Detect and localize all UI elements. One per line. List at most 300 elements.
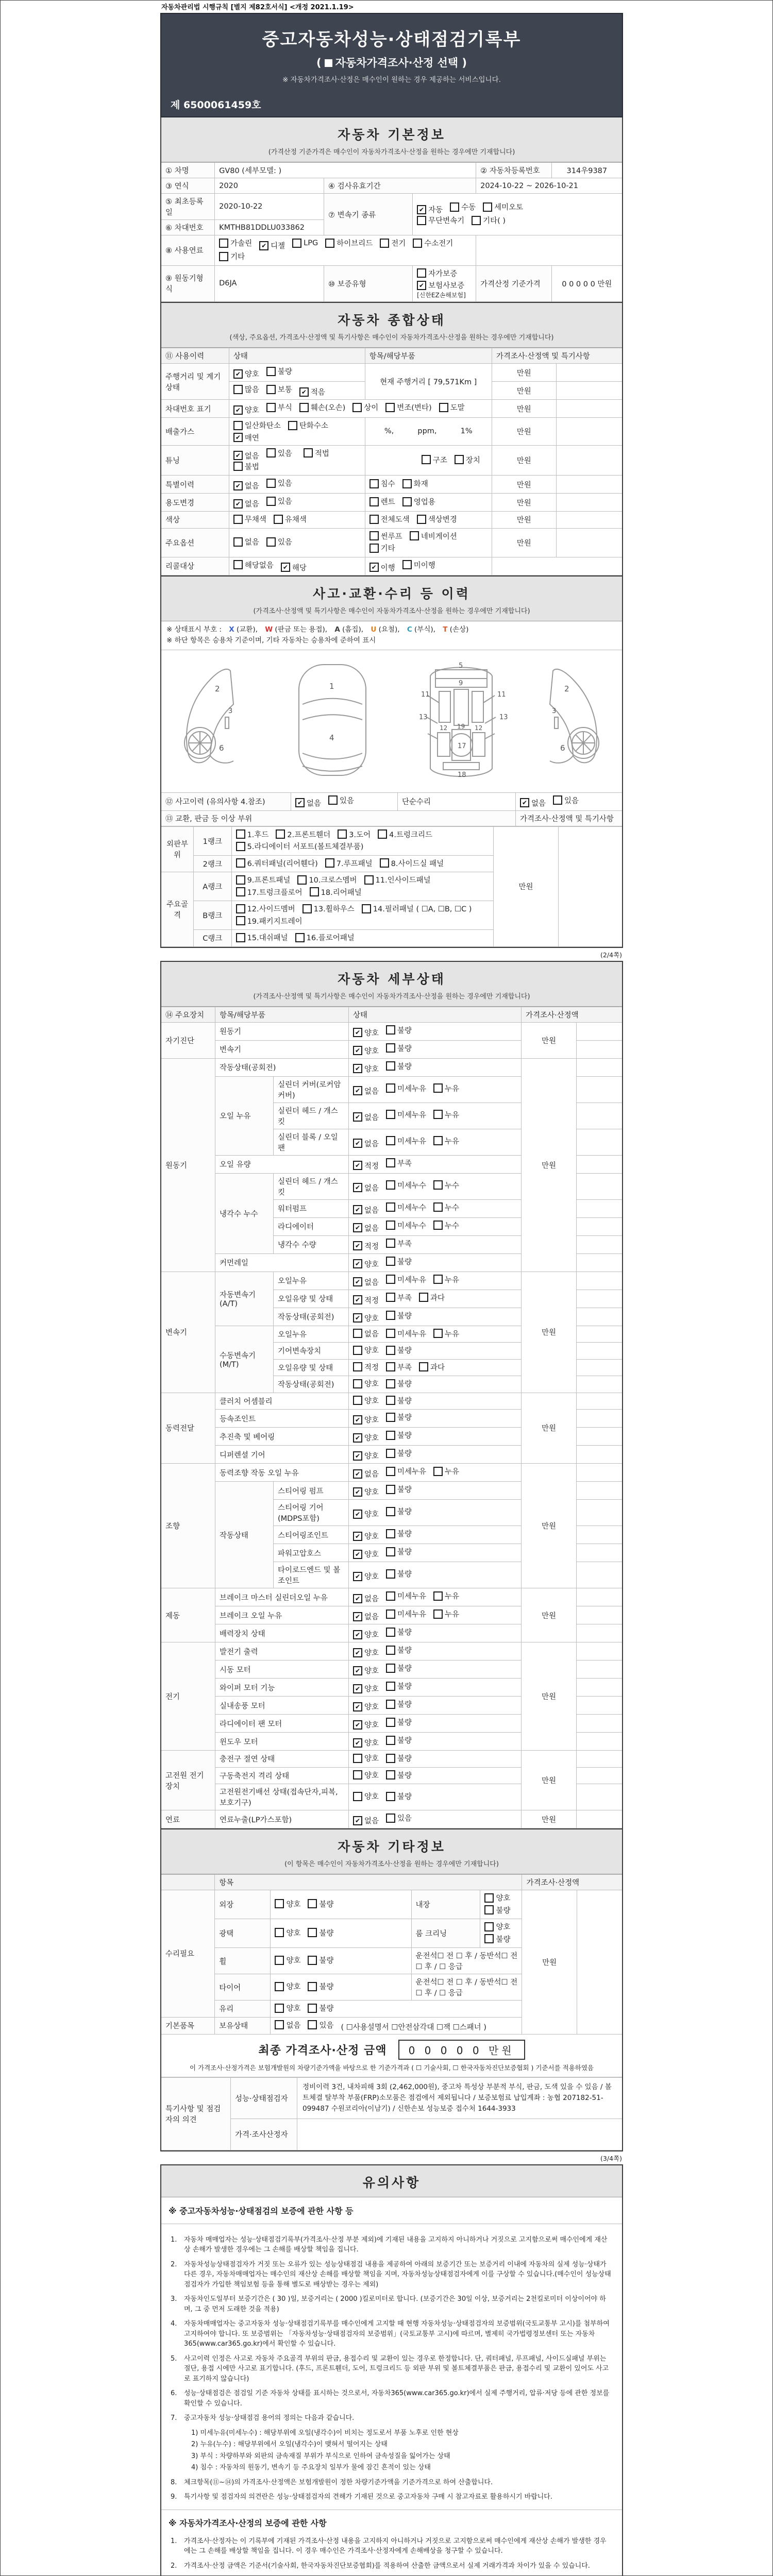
checkbox-option[interactable]	[386, 1448, 412, 1459]
checked-box-icon[interactable]: ✔	[233, 481, 243, 490]
checkbox-option[interactable]	[386, 1484, 412, 1495]
checkbox-option[interactable]	[266, 402, 292, 413]
unchecked-box-icon[interactable]	[308, 2020, 317, 2029]
checked-box-icon[interactable]: ✔	[417, 281, 426, 290]
checkbox-option[interactable]	[353, 1086, 379, 1096]
checkbox-option[interactable]	[386, 1274, 426, 1285]
unchecked-box-icon[interactable]	[385, 403, 395, 412]
checked-box-icon[interactable]: ✔	[281, 563, 290, 572]
checkbox-option[interactable]	[386, 1626, 412, 1637]
unchecked-box-icon[interactable]	[353, 1396, 362, 1405]
unchecked-box-icon[interactable]	[266, 385, 276, 394]
checkbox-option[interactable]	[386, 1238, 412, 1249]
unchecked-box-icon[interactable]	[433, 1136, 443, 1145]
unchecked-box-icon[interactable]	[455, 455, 464, 464]
checkbox-option[interactable]	[386, 1158, 412, 1168]
checkbox-option[interactable]	[236, 858, 318, 869]
checkbox-option[interactable]	[353, 1241, 379, 1251]
unchecked-box-icon[interactable]	[386, 1646, 395, 1655]
unchecked-box-icon[interactable]	[236, 858, 245, 868]
checkbox-option[interactable]	[402, 496, 435, 507]
checkbox-option[interactable]	[353, 1045, 379, 1056]
checked-box-icon[interactable]: ✔	[259, 241, 268, 250]
unchecked-box-icon[interactable]	[433, 1275, 443, 1284]
checkbox-option[interactable]	[353, 1647, 379, 1658]
unchecked-box-icon[interactable]	[308, 1982, 317, 1991]
unchecked-box-icon[interactable]	[386, 1591, 395, 1601]
unchecked-box-icon[interactable]	[353, 1346, 362, 1355]
unchecked-box-icon[interactable]	[369, 479, 379, 488]
checked-box-icon[interactable]: ✔	[353, 1666, 362, 1675]
unchecked-box-icon[interactable]	[386, 1664, 395, 1673]
checkbox-option[interactable]	[236, 841, 364, 852]
unchecked-box-icon[interactable]	[433, 1083, 443, 1093]
checkbox-option[interactable]	[353, 1362, 379, 1372]
checkbox-option[interactable]	[369, 496, 395, 507]
checked-box-icon[interactable]: ✔	[353, 1161, 362, 1170]
checkbox-option[interactable]	[386, 1568, 412, 1579]
checkbox-option[interactable]	[303, 903, 355, 914]
checkbox-option[interactable]	[292, 239, 318, 248]
checked-box-icon[interactable]: ✔	[353, 1469, 362, 1479]
unchecked-box-icon[interactable]	[369, 515, 379, 524]
checkbox-option[interactable]	[455, 454, 480, 465]
unchecked-box-icon[interactable]	[236, 829, 245, 839]
unchecked-box-icon[interactable]	[386, 1061, 395, 1071]
unchecked-box-icon[interactable]	[386, 1346, 395, 1355]
checkbox-option[interactable]	[236, 874, 291, 885]
unchecked-box-icon[interactable]	[275, 2020, 284, 2029]
unchecked-box-icon[interactable]	[433, 1180, 443, 1190]
unchecked-box-icon[interactable]	[369, 497, 379, 506]
checkbox-option[interactable]	[433, 1180, 459, 1191]
unchecked-box-icon[interactable]	[308, 2004, 317, 2013]
unchecked-box-icon[interactable]	[233, 462, 243, 471]
unchecked-box-icon[interactable]	[233, 537, 243, 547]
checkbox-option[interactable]	[266, 384, 292, 395]
unchecked-box-icon[interactable]	[380, 239, 389, 248]
unchecked-box-icon[interactable]	[299, 403, 309, 412]
unchecked-box-icon[interactable]	[386, 1202, 395, 1212]
checkbox-option[interactable]	[386, 1590, 426, 1601]
checkbox-option[interactable]	[266, 366, 292, 377]
unchecked-box-icon[interactable]	[378, 829, 387, 839]
checkbox-option[interactable]	[353, 1027, 379, 1038]
checkbox-option[interactable]	[417, 268, 457, 279]
checkbox-option[interactable]	[386, 1256, 412, 1267]
unchecked-box-icon[interactable]	[233, 421, 243, 430]
checked-box-icon[interactable]: ✔	[353, 1510, 362, 1519]
checkbox-option[interactable]	[233, 560, 274, 570]
checkbox-option[interactable]	[353, 1378, 379, 1389]
unchecked-box-icon[interactable]	[275, 1982, 284, 1991]
checkbox-option[interactable]	[353, 1414, 379, 1425]
checkbox-option[interactable]	[419, 1362, 445, 1372]
checkbox-option[interactable]	[386, 1645, 412, 1655]
checked-box-icon[interactable]: ✔	[353, 1415, 362, 1425]
unchecked-box-icon[interactable]	[352, 403, 362, 412]
checkbox-option[interactable]	[236, 932, 288, 943]
checked-box-icon[interactable]: ✔	[353, 1223, 362, 1232]
checkbox-option[interactable]	[353, 1295, 379, 1306]
checkbox-option[interactable]	[219, 238, 252, 248]
checkbox-option[interactable]	[386, 1395, 412, 1406]
checkbox-option[interactable]	[353, 1665, 379, 1676]
unchecked-box-icon[interactable]	[386, 1814, 395, 1823]
unchecked-box-icon[interactable]	[402, 560, 412, 569]
unchecked-box-icon[interactable]	[266, 367, 276, 376]
unchecked-box-icon[interactable]	[364, 875, 374, 885]
checkbox-option[interactable]	[386, 1061, 412, 1072]
checkbox-option[interactable]	[386, 1202, 426, 1213]
checkbox-option[interactable]	[553, 795, 579, 806]
checkbox-option[interactable]	[353, 1571, 379, 1582]
checkbox-option[interactable]	[304, 448, 329, 459]
checkbox-option[interactable]	[483, 201, 523, 212]
checkbox-option[interactable]	[233, 461, 259, 472]
checkbox-option[interactable]	[276, 829, 330, 840]
unchecked-box-icon[interactable]	[353, 1362, 362, 1371]
checked-box-icon[interactable]: ✔	[233, 499, 243, 509]
checkbox-option[interactable]	[353, 1701, 379, 1712]
checkbox-option[interactable]	[308, 1899, 333, 1909]
checkbox-option[interactable]	[259, 240, 285, 251]
checkbox-option[interactable]	[386, 1412, 412, 1422]
checkbox-option[interactable]	[266, 448, 292, 459]
unchecked-box-icon[interactable]	[386, 1362, 395, 1371]
checkbox-option[interactable]	[402, 478, 428, 489]
unchecked-box-icon[interactable]	[288, 421, 297, 430]
checked-box-icon[interactable]: ✔	[295, 798, 305, 807]
checkbox-option[interactable]	[386, 1753, 412, 1764]
checkbox-option[interactable]	[275, 1955, 300, 1965]
checkbox-option[interactable]	[386, 1292, 412, 1303]
checkbox-option[interactable]	[386, 1770, 412, 1781]
checkbox-option[interactable]	[417, 215, 464, 226]
checkbox-option[interactable]	[386, 1717, 412, 1727]
unchecked-box-icon[interactable]	[353, 1379, 362, 1388]
unchecked-box-icon[interactable]	[386, 1700, 395, 1709]
checked-box-icon[interactable]: ✔	[353, 1064, 362, 1073]
unchecked-box-icon[interactable]	[236, 842, 245, 851]
checkbox-option[interactable]	[386, 1328, 426, 1339]
checkbox-option[interactable]	[386, 1506, 412, 1517]
checkbox-option[interactable]	[353, 1112, 379, 1123]
unchecked-box-icon[interactable]	[386, 1736, 395, 1745]
checked-box-icon[interactable]: ✔	[233, 405, 243, 415]
checkbox-option[interactable]	[236, 916, 303, 926]
checkbox-option[interactable]	[219, 251, 245, 262]
checkbox-option[interactable]	[353, 1770, 379, 1781]
unchecked-box-icon[interactable]	[386, 1043, 395, 1053]
checkbox-option[interactable]	[353, 1259, 379, 1269]
checkbox-option[interactable]	[353, 1791, 379, 1802]
checkbox-option[interactable]	[433, 1328, 459, 1339]
checkbox-option[interactable]	[402, 560, 435, 570]
checkbox-option[interactable]	[410, 531, 457, 541]
checkbox-option[interactable]	[386, 1663, 412, 1673]
checked-box-icon[interactable]: ✔	[353, 1532, 362, 1541]
checked-box-icon[interactable]: ✔	[417, 205, 426, 214]
checkbox-option[interactable]	[433, 1136, 459, 1146]
checkbox-option[interactable]	[484, 1921, 510, 1932]
checkbox-option[interactable]	[353, 1205, 379, 1215]
unchecked-box-icon[interactable]	[353, 1754, 362, 1763]
checked-box-icon[interactable]: ✔	[369, 563, 379, 572]
unchecked-box-icon[interactable]	[433, 1202, 443, 1212]
unchecked-box-icon[interactable]	[386, 1431, 395, 1440]
checkbox-option[interactable]	[299, 402, 345, 413]
unchecked-box-icon[interactable]	[433, 1110, 443, 1119]
checkbox-option[interactable]	[338, 829, 371, 840]
checkbox-option[interactable]	[353, 1160, 379, 1171]
unchecked-box-icon[interactable]	[386, 1449, 395, 1458]
checkbox-option[interactable]	[353, 1432, 379, 1443]
checkbox-option[interactable]	[353, 1063, 379, 1074]
checkbox-option[interactable]	[369, 478, 395, 489]
unchecked-box-icon[interactable]	[553, 795, 562, 805]
unchecked-box-icon[interactable]	[402, 479, 412, 488]
checkbox-option[interactable]	[328, 795, 354, 806]
unchecked-box-icon[interactable]	[233, 515, 243, 524]
unchecked-box-icon[interactable]	[308, 1928, 317, 1937]
checked-box-icon[interactable]: ✔	[353, 1295, 362, 1304]
unchecked-box-icon[interactable]	[266, 403, 276, 412]
checkbox-option[interactable]	[386, 1220, 426, 1231]
unchecked-box-icon[interactable]	[219, 239, 228, 248]
checkbox-option[interactable]	[353, 1182, 379, 1193]
checkbox-option[interactable]	[275, 2003, 300, 2013]
unchecked-box-icon[interactable]	[433, 1467, 443, 1476]
checkbox-option[interactable]	[299, 386, 325, 397]
checkbox-option[interactable]	[353, 1138, 379, 1149]
unchecked-box-icon[interactable]	[422, 455, 431, 464]
unchecked-box-icon[interactable]	[386, 1025, 395, 1035]
checkbox-option[interactable]	[288, 420, 328, 431]
unchecked-box-icon[interactable]	[386, 1083, 395, 1093]
checkbox-option[interactable]	[297, 874, 357, 885]
checkbox-option[interactable]	[353, 1277, 379, 1287]
unchecked-box-icon[interactable]	[433, 1329, 443, 1338]
checkbox-option[interactable]	[362, 903, 472, 914]
unchecked-box-icon[interactable]	[419, 1293, 428, 1302]
unchecked-box-icon[interactable]	[236, 933, 245, 942]
checked-box-icon[interactable]: ✔	[353, 1550, 362, 1559]
checkbox-option[interactable]	[380, 238, 406, 248]
checkbox-option[interactable]	[281, 562, 307, 573]
unchecked-box-icon[interactable]	[380, 858, 389, 868]
checkbox-option[interactable]	[233, 514, 266, 524]
unchecked-box-icon[interactable]	[266, 448, 276, 457]
checkbox-option[interactable]	[386, 1528, 412, 1539]
checked-box-icon[interactable]: ✔	[353, 1738, 362, 1748]
unchecked-box-icon[interactable]	[386, 1396, 395, 1405]
checkbox-option[interactable]	[413, 238, 453, 248]
unchecked-box-icon[interactable]	[275, 1928, 284, 1937]
checkbox-option[interactable]	[266, 478, 292, 488]
checkbox-option[interactable]	[419, 1292, 445, 1303]
checkbox-option[interactable]	[422, 454, 447, 465]
checked-box-icon[interactable]: ✔	[233, 369, 243, 379]
checkbox-option[interactable]	[386, 1699, 412, 1709]
checkbox-option[interactable]	[310, 887, 362, 897]
checkbox-option[interactable]	[386, 1025, 412, 1036]
unchecked-box-icon[interactable]	[233, 560, 243, 569]
checkbox-option[interactable]	[233, 368, 259, 379]
unchecked-box-icon[interactable]	[386, 1718, 395, 1727]
unchecked-box-icon[interactable]	[386, 1609, 395, 1619]
checkbox-option[interactable]	[295, 798, 321, 808]
checkbox-option[interactable]	[308, 1955, 333, 1965]
checkbox-option[interactable]	[433, 1274, 459, 1285]
checkbox-option[interactable]	[386, 1608, 426, 1619]
checkbox-option[interactable]	[386, 1109, 426, 1120]
unchecked-box-icon[interactable]	[369, 544, 379, 553]
checkbox-option[interactable]	[386, 1310, 412, 1321]
unchecked-box-icon[interactable]	[362, 904, 371, 913]
unchecked-box-icon[interactable]	[275, 2004, 284, 2013]
checked-box-icon[interactable]: ✔	[353, 1086, 362, 1095]
unchecked-box-icon[interactable]	[236, 904, 245, 913]
unchecked-box-icon[interactable]	[303, 904, 312, 913]
unchecked-box-icon[interactable]	[484, 1905, 494, 1914]
checkbox-option[interactable]	[353, 1719, 379, 1730]
checkbox-option[interactable]	[369, 562, 395, 573]
unchecked-box-icon[interactable]	[450, 202, 459, 212]
unchecked-box-icon[interactable]	[472, 216, 481, 225]
checkbox-option[interactable]	[433, 1466, 459, 1477]
unchecked-box-icon[interactable]	[417, 515, 426, 524]
checkbox-option[interactable]	[353, 1328, 379, 1339]
checkbox-option[interactable]	[352, 402, 378, 413]
checkbox-option[interactable]	[233, 498, 259, 509]
checked-box-icon[interactable]: ✔	[233, 433, 243, 442]
checked-box-icon[interactable]: ✔	[299, 387, 309, 397]
unchecked-box-icon[interactable]	[386, 1754, 395, 1763]
unchecked-box-icon[interactable]	[386, 1682, 395, 1691]
unchecked-box-icon[interactable]	[483, 202, 492, 212]
unchecked-box-icon[interactable]	[325, 858, 334, 868]
checkbox-option[interactable]	[353, 1611, 379, 1622]
checkbox-option[interactable]	[417, 514, 457, 524]
unchecked-box-icon[interactable]	[236, 916, 245, 925]
checkbox-option[interactable]	[520, 798, 546, 808]
unchecked-box-icon[interactable]	[413, 239, 422, 248]
checkbox-option[interactable]	[353, 1753, 379, 1764]
checked-box-icon[interactable]: ✔	[353, 1028, 362, 1037]
checkbox-option[interactable]	[308, 2003, 333, 2013]
unchecked-box-icon[interactable]	[304, 448, 313, 457]
checkbox-option[interactable]	[236, 829, 269, 840]
unchecked-box-icon[interactable]	[386, 1413, 395, 1422]
checkbox-option[interactable]	[353, 1509, 379, 1519]
checkbox-option[interactable]	[484, 1934, 510, 1944]
checkbox-option[interactable]	[353, 1815, 379, 1826]
unchecked-box-icon[interactable]	[386, 1221, 395, 1230]
checkbox-option[interactable]	[433, 1608, 459, 1619]
unchecked-box-icon[interactable]	[386, 1239, 395, 1248]
unchecked-box-icon[interactable]	[417, 268, 426, 278]
checkbox-option[interactable]	[386, 1362, 412, 1372]
unchecked-box-icon[interactable]	[338, 829, 347, 839]
unchecked-box-icon[interactable]	[274, 515, 283, 524]
checkbox-option[interactable]	[386, 1083, 426, 1094]
checkbox-option[interactable]	[266, 496, 292, 506]
checkbox-option[interactable]	[233, 420, 281, 431]
unchecked-box-icon[interactable]	[353, 1792, 362, 1801]
unchecked-box-icon[interactable]	[266, 537, 276, 547]
unchecked-box-icon[interactable]	[386, 1529, 395, 1538]
checked-box-icon[interactable]: ✔	[353, 1702, 362, 1711]
unchecked-box-icon[interactable]	[236, 887, 245, 896]
checkbox-option[interactable]	[233, 384, 259, 395]
checked-box-icon[interactable]: ✔	[353, 1277, 362, 1286]
unchecked-box-icon[interactable]	[328, 795, 338, 805]
unchecked-box-icon[interactable]	[484, 1934, 494, 1943]
checkbox-option[interactable]	[433, 1202, 459, 1213]
unchecked-box-icon[interactable]	[308, 1899, 317, 1908]
checked-box-icon[interactable]: ✔	[353, 1259, 362, 1268]
checkbox-option[interactable]	[353, 1395, 379, 1406]
checked-box-icon[interactable]: ✔	[353, 1648, 362, 1657]
unchecked-box-icon[interactable]	[310, 887, 319, 896]
checkbox-option[interactable]	[433, 1109, 459, 1120]
checkbox-option[interactable]	[386, 1180, 426, 1191]
unchecked-box-icon[interactable]	[292, 239, 301, 248]
checkbox-option[interactable]	[236, 903, 295, 914]
unchecked-box-icon[interactable]	[386, 1257, 395, 1266]
unchecked-box-icon[interactable]	[276, 829, 285, 839]
checkbox-option[interactable]	[308, 1981, 333, 1992]
checkbox-option[interactable]	[353, 1468, 379, 1479]
unchecked-box-icon[interactable]	[236, 875, 245, 885]
unchecked-box-icon[interactable]	[295, 933, 305, 942]
unchecked-box-icon[interactable]	[417, 216, 426, 225]
checkbox-option[interactable]	[233, 450, 259, 461]
checkbox-option[interactable]	[378, 829, 432, 840]
unchecked-box-icon[interactable]	[410, 531, 419, 540]
unchecked-box-icon[interactable]	[386, 1110, 395, 1119]
checkbox-option[interactable]	[275, 2020, 300, 2030]
checked-box-icon[interactable]: ✔	[520, 798, 529, 807]
checked-box-icon[interactable]: ✔	[233, 451, 243, 460]
checkbox-option[interactable]	[386, 1812, 412, 1823]
checkbox-option[interactable]	[417, 204, 443, 215]
unchecked-box-icon[interactable]	[433, 1221, 443, 1230]
checked-box-icon[interactable]: ✔	[353, 1433, 362, 1443]
checkbox-option[interactable]	[275, 1981, 300, 1992]
checked-box-icon[interactable]: ✔	[353, 1046, 362, 1055]
unchecked-box-icon[interactable]	[433, 1609, 443, 1619]
checkbox-option[interactable]	[233, 404, 259, 415]
checked-box-icon[interactable]: ✔	[353, 1816, 362, 1825]
checkbox-option[interactable]	[325, 858, 373, 869]
checked-box-icon[interactable]: ✔	[353, 1572, 362, 1581]
checkbox-option[interactable]	[417, 280, 464, 291]
checkbox-option[interactable]	[353, 1223, 379, 1233]
unchecked-box-icon[interactable]	[386, 1770, 395, 1780]
checkbox-option[interactable]	[233, 480, 259, 491]
checked-box-icon[interactable]: ✔	[353, 1720, 362, 1730]
unchecked-box-icon[interactable]	[369, 531, 379, 540]
checkbox-option[interactable]	[484, 1905, 510, 1916]
unchecked-box-icon[interactable]	[266, 497, 276, 506]
checkbox-option[interactable]	[433, 1083, 459, 1094]
checkbox-option[interactable]	[472, 215, 506, 226]
checked-box-icon[interactable]: ✔	[353, 1451, 362, 1461]
checkbox-option[interactable]	[353, 1313, 379, 1324]
unchecked-box-icon[interactable]	[386, 1275, 395, 1284]
